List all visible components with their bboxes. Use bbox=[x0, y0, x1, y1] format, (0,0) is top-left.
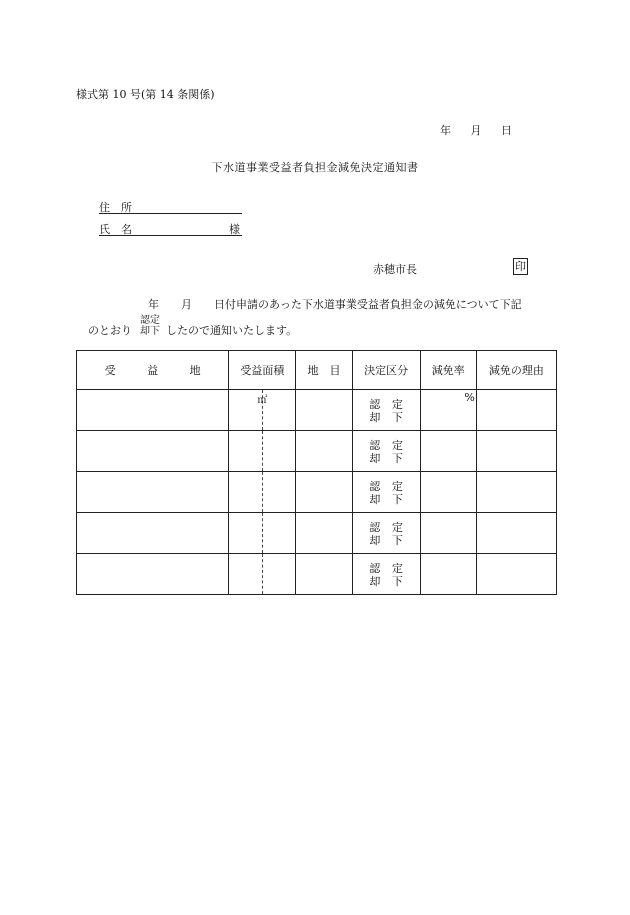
header-reduction-rate: 減免率 bbox=[420, 351, 476, 390]
address-label: 住 所 bbox=[99, 201, 132, 214]
cell-reason[interactable] bbox=[476, 513, 556, 554]
table-row bbox=[77, 472, 557, 513]
cell-land-category[interactable] bbox=[296, 554, 352, 595]
decision-reject: 却 下 bbox=[369, 493, 403, 506]
table-row bbox=[77, 554, 557, 595]
cell-reduction-rate[interactable] bbox=[420, 431, 476, 472]
cell-benefit-land[interactable] bbox=[77, 472, 229, 513]
page-title: 下水道事業受益者負担金減免決定通知書 bbox=[211, 161, 419, 174]
header-land-category: 地 目 bbox=[296, 351, 352, 390]
cell-benefit-area[interactable] bbox=[229, 431, 296, 472]
cell-benefit-land[interactable] bbox=[77, 554, 229, 595]
decision-options bbox=[353, 390, 420, 424]
header-decision: 決定区分 bbox=[352, 351, 420, 390]
name-field bbox=[99, 235, 242, 236]
decision-approve: 認 定 bbox=[369, 439, 403, 452]
table-row bbox=[77, 431, 557, 472]
address-field bbox=[99, 213, 242, 214]
cell-reduction-rate[interactable] bbox=[420, 472, 476, 513]
decimal-divider bbox=[262, 472, 263, 512]
cell-benefit-land[interactable] bbox=[77, 390, 229, 431]
percent-unit: % bbox=[464, 391, 475, 404]
cell-reduction-rate[interactable] bbox=[420, 390, 476, 431]
decision-options bbox=[353, 472, 420, 506]
decision-reject: 却 下 bbox=[369, 575, 403, 588]
cell-benefit-area[interactable] bbox=[229, 554, 296, 595]
cell-land-category[interactable] bbox=[296, 390, 352, 431]
header-benefit-area: 受益面積 bbox=[229, 351, 296, 390]
cell-land-category[interactable] bbox=[296, 472, 352, 513]
cell-reason[interactable] bbox=[476, 472, 556, 513]
decimal-divider bbox=[262, 513, 263, 553]
decimal-divider bbox=[262, 554, 263, 594]
approve-option: 認定 bbox=[140, 315, 160, 326]
decision-reject: 却 下 bbox=[369, 534, 403, 547]
issue-date: 年 月 日 bbox=[440, 124, 512, 137]
header-reason: 減免の理由 bbox=[476, 351, 556, 390]
year-label: 年 bbox=[148, 298, 159, 311]
cell-benefit-land[interactable] bbox=[77, 513, 229, 554]
decision-options bbox=[353, 513, 420, 547]
cell-decision[interactable] bbox=[352, 472, 420, 513]
seal-mark: 印 bbox=[515, 260, 526, 273]
cell-reduction-rate[interactable] bbox=[420, 513, 476, 554]
cell-decision[interactable] bbox=[352, 390, 420, 431]
name-label: 氏 名 bbox=[99, 223, 132, 236]
issuer-title: 赤穂市長 bbox=[373, 263, 417, 276]
decision-reject: 却 下 bbox=[369, 411, 403, 424]
cell-land-category[interactable] bbox=[296, 431, 352, 472]
decision-options bbox=[353, 431, 420, 465]
notice-text: 日付申請のあった下水道事業受益者負担金の減免について下記 bbox=[214, 298, 522, 311]
cell-benefit-area[interactable] bbox=[229, 513, 296, 554]
cell-reason[interactable] bbox=[476, 431, 556, 472]
table-header-row bbox=[77, 351, 557, 390]
notice-line-2-suffix: したので通知いたします。 bbox=[166, 324, 298, 337]
notice-line-2-prefix: のとおり bbox=[88, 324, 132, 337]
cell-land-category[interactable] bbox=[296, 513, 352, 554]
cell-benefit-area[interactable] bbox=[229, 390, 296, 431]
table-row bbox=[77, 513, 557, 554]
cell-reason[interactable] bbox=[476, 554, 556, 595]
cell-decision[interactable] bbox=[352, 431, 420, 472]
cell-decision[interactable] bbox=[352, 513, 420, 554]
cell-benefit-land[interactable] bbox=[77, 431, 229, 472]
cell-benefit-area[interactable] bbox=[229, 472, 296, 513]
approve-reject-choice bbox=[140, 315, 160, 337]
decision-approve: 認 定 bbox=[369, 398, 403, 411]
cell-decision[interactable] bbox=[352, 554, 420, 595]
reject-option: 却下 bbox=[140, 326, 160, 337]
month-label: 月 bbox=[181, 298, 192, 311]
decision-approve: 認 定 bbox=[369, 521, 403, 534]
area-unit: ㎡ bbox=[257, 395, 268, 406]
notice-line-1 bbox=[148, 296, 522, 312]
decision-approve: 認 定 bbox=[369, 480, 403, 493]
cell-reason[interactable] bbox=[476, 390, 556, 431]
reduction-table bbox=[76, 350, 557, 595]
decision-options bbox=[353, 554, 420, 588]
decision-reject: 却 下 bbox=[369, 452, 403, 465]
header-benefit-land: 受 益 地 bbox=[77, 351, 229, 390]
table-row bbox=[77, 390, 557, 431]
decision-approve: 認 定 bbox=[369, 562, 403, 575]
cell-reduction-rate[interactable] bbox=[420, 554, 476, 595]
decimal-divider bbox=[262, 431, 263, 471]
form-number: 様式第 10 号(第 14 条関係) bbox=[76, 88, 215, 101]
name-honorific: 様 bbox=[229, 223, 240, 236]
